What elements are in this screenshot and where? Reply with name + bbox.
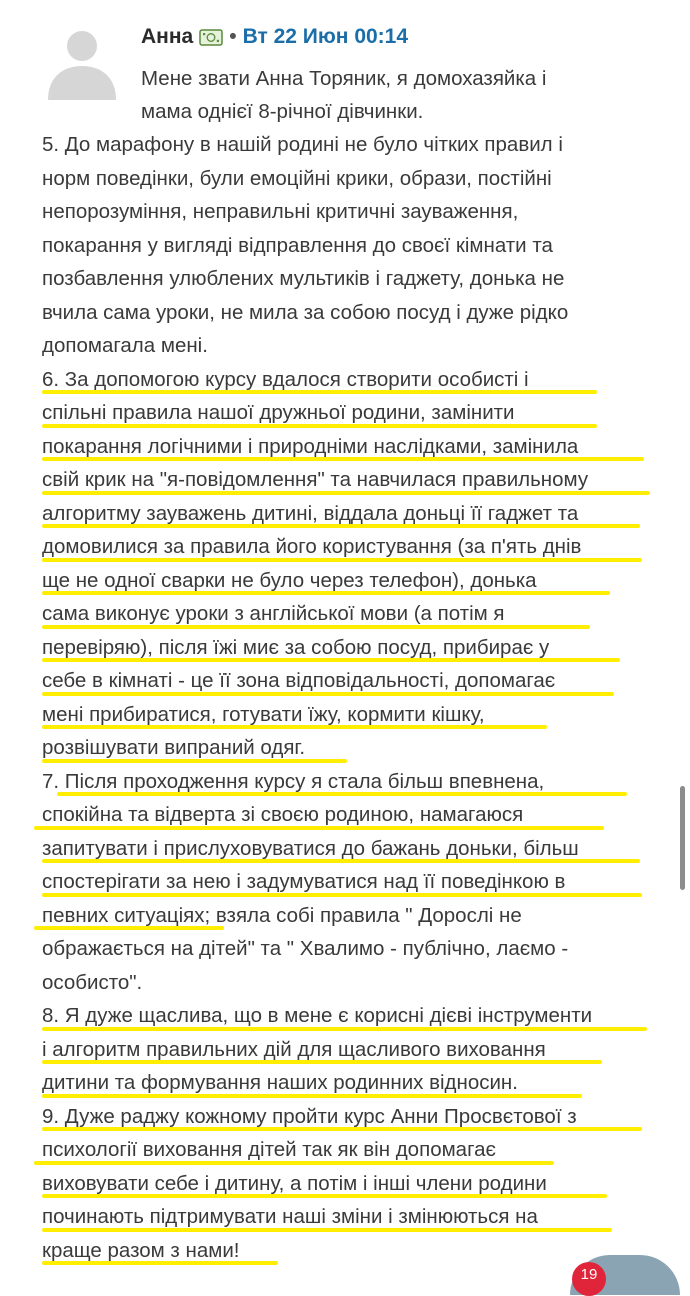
line-text: виховувати себе і дитину, а потім і інші члени родини — [42, 1171, 547, 1195]
text-line — [42, 765, 662, 799]
line-text: 5. До марафону в нашій родині не було чітких правил і — [42, 133, 563, 156]
text-line — [42, 1066, 662, 1100]
highlight-underline — [42, 859, 640, 863]
text-line — [42, 430, 662, 464]
line-text: сама виконує уроки з англійської мови (а потім я — [42, 602, 505, 625]
line-text: 7. Після проходження курсу я стала більш впевнена, — [42, 769, 545, 793]
highlight-underline — [42, 591, 610, 595]
line-text: ображається на дітей" та " Хвалимо - публічно, лаємо - — [42, 937, 569, 960]
text-line — [42, 664, 662, 698]
separator: • — [229, 25, 237, 48]
intro-line: мама однієї 8-річної дівчинки. — [141, 100, 424, 123]
line-text: ще не одної сварки не було через телефон), донька — [42, 568, 537, 592]
line-text: покарання логічними і природніми наслідками, замінила — [42, 434, 579, 458]
text-line — [42, 497, 662, 531]
comment-body — [42, 128, 662, 1267]
text-line — [42, 128, 662, 162]
line-text: починають підтримувати наші зміни і змінюються на — [42, 1205, 538, 1228]
text-line — [42, 1234, 662, 1268]
text-line — [42, 899, 662, 933]
highlight-underline — [42, 692, 614, 696]
line-text: розвішувати випраний одяг. — [42, 736, 306, 759]
line-text: мені прибиратися, готувати їжу, кормити кішку, — [42, 702, 485, 726]
text-line — [42, 195, 662, 229]
line-text: непорозуміння, неправильні критичні зауваження, — [42, 200, 519, 223]
comment-date[interactable]: Вт 22 Июн 00:14 — [242, 25, 409, 48]
text-line — [42, 162, 662, 196]
text-line — [42, 731, 662, 765]
author-name[interactable]: Анна — [141, 25, 194, 48]
avatar[interactable] — [42, 22, 122, 102]
comment-header — [141, 22, 408, 52]
text-line — [42, 631, 662, 665]
highlight-underline — [42, 390, 597, 394]
highlight-underline — [42, 759, 347, 763]
line-text: і алгоритм правильних дій для щасливого виховання — [42, 1037, 546, 1061]
line-text: спостерігати за нею і задумуватися над її поведінкою в — [42, 870, 566, 893]
text-line — [42, 363, 662, 397]
highlight-underline — [42, 457, 644, 461]
highlight-underline — [42, 1060, 602, 1064]
line-text: себе в кімнаті - це її зона відповідальності, допомагає — [42, 669, 556, 692]
text-line — [42, 329, 662, 363]
text-line — [42, 832, 662, 866]
text-line — [42, 1133, 662, 1167]
text-line — [42, 698, 662, 732]
text-line — [42, 966, 662, 1000]
line-text: дитини та формування наших родинних відносин. — [42, 1071, 518, 1094]
text-line — [42, 932, 662, 966]
text-line — [42, 463, 662, 497]
highlight-underline — [42, 1194, 607, 1198]
highlight-underline — [34, 826, 604, 830]
highlight-underline — [42, 1261, 278, 1265]
highlight-underline — [42, 524, 640, 528]
text-line — [42, 1100, 662, 1134]
scrollbar[interactable] — [680, 786, 685, 890]
line-text: домовилися за правила його користування (за п'ять днів — [42, 535, 582, 558]
text-line — [42, 999, 662, 1033]
text-line — [42, 296, 662, 330]
line-text: спільні правила нашої дружньої родини, замінити — [42, 401, 515, 424]
line-text: 6. За допомогою курсу вдалося створити особисті і — [42, 367, 529, 391]
text-line — [42, 1200, 662, 1234]
highlight-underline — [42, 1228, 612, 1232]
notification-badge[interactable]: 19 — [572, 1262, 606, 1296]
text-line — [42, 229, 662, 263]
highlight-underline — [42, 1027, 647, 1031]
money-icon — [199, 29, 223, 46]
highlight-underline — [42, 558, 642, 562]
line-text: свій крик на "я-повідомлення" та навчилася правильному — [42, 468, 589, 491]
text-line — [42, 262, 662, 296]
line-text: 9. Дуже раджу кожному пройти курс Анни Просвєтової з — [42, 1104, 577, 1128]
text-line — [42, 530, 662, 564]
line-text: 8. Я дуже щаслива, що в мене є корисні дієві інструменти — [42, 1004, 593, 1027]
line-text: особисто". — [42, 970, 143, 994]
highlight-underline — [42, 1094, 582, 1098]
highlight-underline — [42, 658, 620, 662]
highlight-underline — [34, 1161, 554, 1165]
intro-line: Мене звати Анна Торяник, я домохазяйка і — [141, 67, 547, 90]
line-text: певних ситуаціях; взяла собі правила " Дорослі не — [42, 903, 522, 927]
text-line — [42, 1167, 662, 1201]
line-text: спокійна та відверта зі своєю родиною, намагаюся — [42, 803, 524, 826]
highlight-underline — [42, 893, 642, 897]
highlight-underline — [34, 926, 224, 930]
text-line — [42, 597, 662, 631]
text-line — [42, 396, 662, 430]
highlight-underline — [57, 792, 627, 796]
line-text: допомагала мені. — [42, 334, 208, 357]
line-text: норм поведінки, були емоційні крики, образи, постійні — [42, 166, 552, 190]
text-line — [42, 865, 662, 899]
line-text: перевіряю), після їжі миє за собою посуд, прибирає у — [42, 635, 550, 659]
highlight-underline — [42, 625, 590, 629]
line-text: алгоритму зауважень дитині, віддала доньці її гаджет та — [42, 501, 579, 525]
line-text: краще разом з нами! — [42, 1238, 240, 1262]
line-text: вчила сама уроки, не мила за собою посуд і дуже рідко — [42, 300, 569, 324]
line-text: психології виховання дітей так як він допомагає — [42, 1138, 496, 1161]
text-line — [42, 798, 662, 832]
line-text: запитувати і прислуховуватися до бажань доньки, більш — [42, 836, 579, 860]
highlight-underline — [42, 491, 650, 495]
text-line — [42, 1033, 662, 1067]
comment-intro — [141, 62, 661, 128]
highlight-underline — [42, 424, 597, 428]
text-line — [42, 564, 662, 598]
line-text: покарання у вигляді відправлення до своєї кімнати та — [42, 233, 553, 257]
highlight-underline — [42, 725, 547, 729]
line-text: позбавлення улюблених мультиків і гаджету, донька не — [42, 267, 565, 290]
highlight-underline — [42, 1127, 642, 1131]
